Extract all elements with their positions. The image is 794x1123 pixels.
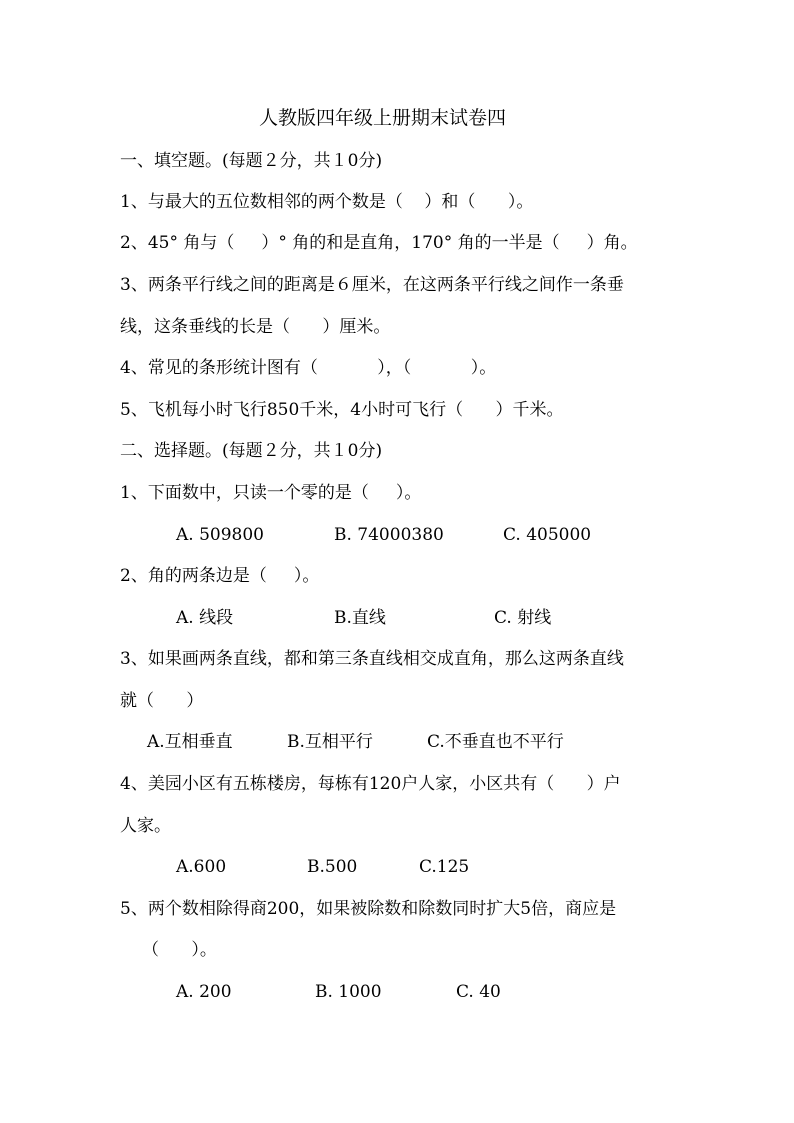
s2-q3-option-c: C.不垂直也不平行 xyxy=(427,732,564,752)
s2-q2-option-b: B.直线 xyxy=(334,608,386,628)
s2-question-2: 2、角的两条边是（ ）。 xyxy=(120,566,320,586)
s2-q3-option-a: A.互相垂直 xyxy=(147,732,233,752)
s1-question-1: 1、与最大的五位数相邻的两个数是（ ）和（ ）。 xyxy=(120,192,534,212)
s2-q2-option-c: C. 射线 xyxy=(494,608,552,628)
s2-q4-option-a: A.600 xyxy=(176,857,227,877)
s2-q5-option-b: B. 1000 xyxy=(315,982,382,1002)
s1-question-3-line1: 3、两条平行线之间的距离是６厘米，在这两条平行线之间作一条垂 xyxy=(120,275,624,295)
s2-q4-option-b: B.500 xyxy=(307,857,358,877)
s2-q4-option-c: C.125 xyxy=(419,857,470,877)
s2-question-4-line2: 人家。 xyxy=(120,816,171,836)
s2-q2-option-a: A. 线段 xyxy=(176,608,234,628)
s1-question-3-line2: 线，这条垂线的长是（ ）厘米。 xyxy=(120,317,391,337)
section1-heading: 一、填空题。(每题２分，共１0分) xyxy=(120,151,383,171)
s2-question-5-line1: 5、两个数相除得商200，如果被除数和除数同时扩大5倍，商应是 xyxy=(120,899,617,919)
s1-question-5: 5、飞机每小时飞行850千米，4小时可飞行（ ）千米。 xyxy=(120,400,564,420)
s2-question-3-line1: 3、如果画两条直线，都和第三条直线相交成直角，那么这两条直线 xyxy=(120,649,624,669)
s2-question-5-line2: （ ）。 xyxy=(142,940,217,960)
s2-q3-option-b: B.互相平行 xyxy=(287,732,373,752)
s2-question-4-line1: 4、美园小区有五栋楼房，每栋有120户人家，小区共有（ ）户 xyxy=(120,774,621,794)
s2-q1-option-a: A. 509800 xyxy=(176,525,264,545)
s2-q5-option-c: C. 40 xyxy=(456,982,501,1002)
s2-question-1: 1、下面数中，只读一个零的是（ ）。 xyxy=(120,483,422,503)
s2-q1-option-b: B. 74000380 xyxy=(334,525,444,545)
s2-q1-option-c: C. 405000 xyxy=(503,525,592,545)
s1-question-2: 2、45° 角与（ ）° 角的和是直角，170° 角的一半是（ ）角。 xyxy=(120,233,638,253)
s2-question-3-line2: 就（ ） xyxy=(120,691,204,711)
page-title: 人教版四年级上册期末试卷四 xyxy=(259,107,507,129)
s2-q5-option-a: A. 200 xyxy=(176,982,232,1002)
section2-heading: 二、选择题。(每题２分，共１0分) xyxy=(120,441,383,461)
s1-question-4: 4、常见的条形统计图有（ ），（ ）。 xyxy=(120,358,497,378)
